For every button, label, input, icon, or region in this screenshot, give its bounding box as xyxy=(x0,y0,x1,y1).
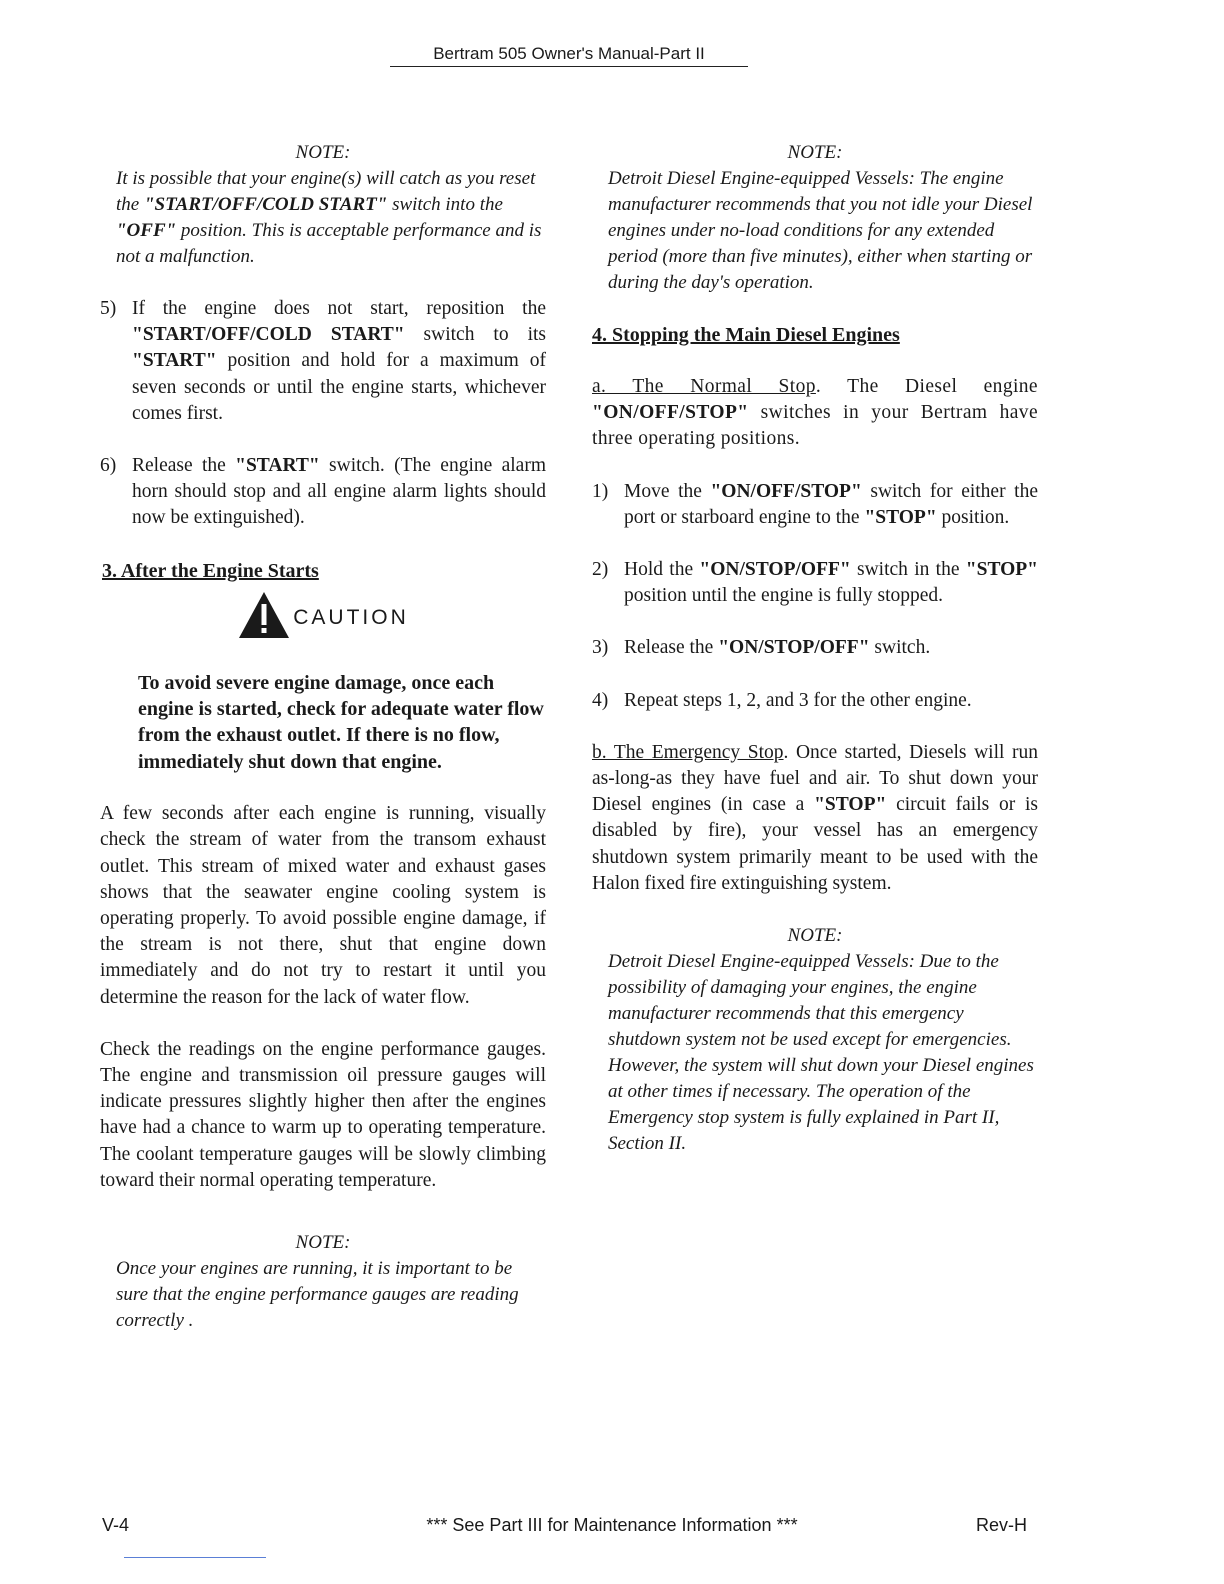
paragraph-emergency-stop xyxy=(592,740,1038,897)
caution-warning-text: To avoid severe engine damage, once each engine is started, check for adequate water flow from the exhaust outlet. If there is no flow, immediately shut down that engine. xyxy=(138,671,544,773)
caution-banner xyxy=(100,590,546,640)
switch-position: "START" xyxy=(132,350,217,372)
text-run: Release the xyxy=(624,637,719,659)
warning-triangle-icon xyxy=(237,590,291,640)
subsection-label: b. The Emergency Stop xyxy=(592,741,784,763)
switch-name: "ON/OFF/STOP" xyxy=(710,480,862,502)
step-5 xyxy=(100,296,546,427)
note-title: NOTE: xyxy=(295,142,351,163)
text-run: position. xyxy=(936,506,1010,528)
text-run: If the engine does not start, reposition the xyxy=(132,298,546,319)
switch-position: "STOP" xyxy=(864,506,937,528)
step-number: 4) xyxy=(592,689,609,711)
note-body: Detroit Diesel Engine-equipped Vessels: Due to the possibility of damaging your engines, the engine manufacturer recommends that this emergency shutdown system not be used except for emergencies. However, the system will shut down your Diesel engines at other times if necessary. The operation of the Emergency stop system is fully explained in Part II, Section II. xyxy=(608,951,1034,1155)
step-text xyxy=(624,479,1038,531)
step-1 xyxy=(592,479,1038,531)
text-run: position and hold for a maximum of seven seconds or until the engine starts, whichever comes first. xyxy=(132,350,546,424)
note-text: switch into the xyxy=(387,194,503,215)
text-run: switch. xyxy=(869,637,931,659)
scan-artifact-line xyxy=(124,1557,266,1558)
note-title: NOTE: xyxy=(787,142,843,163)
switch-name: "START" xyxy=(235,455,320,477)
switch-name: "ON/STOP/OFF" xyxy=(699,559,851,581)
step-text xyxy=(132,296,546,427)
text-run: Release the xyxy=(132,455,236,477)
left-column xyxy=(100,140,546,1334)
step-3 xyxy=(592,635,1038,661)
paragraph-water-flow: A few seconds after each engine is running, visually check the stream of water from the transom exhaust outlet. This stream of mixed water and exhaust gases shows that the seawater engine cooling system is operating properly. To avoid possible engine damage, if the stream is not there, shut that engine down immediately and do not try to restart it until you determine the reason for the lack of water flow. xyxy=(100,803,546,1008)
note-emergency-shutdown xyxy=(592,923,1038,1157)
step-number: 2) xyxy=(592,559,609,581)
note-text: It is possible that your engine(s) will catch as you reset the xyxy=(116,168,536,215)
note-body: Once your engines are running, it is important to be sure that the engine performance gauges are reading correctly . xyxy=(116,1258,519,1332)
note-body xyxy=(100,166,546,270)
switch-position: "STOP" xyxy=(814,794,887,816)
step-text xyxy=(624,557,1038,609)
note-text: position. This is acceptable performance and is not a malfunction. xyxy=(116,220,542,267)
section-4-heading: 4. Stopping the Main Diesel Engines xyxy=(592,324,900,346)
switch-position: "OFF" xyxy=(116,220,177,241)
step-4 xyxy=(592,688,1038,714)
step-number: 5) xyxy=(100,298,117,319)
footer-revision: Rev-H xyxy=(976,1515,1028,1535)
switch-name: "START/OFF/COLD START" xyxy=(143,194,388,215)
note-engine-catch xyxy=(100,140,546,270)
text-run: . Once started, Diesels will run as-long-as they have fuel and air. To shut down your Diesel engines (in case a xyxy=(592,741,1038,816)
step-2 xyxy=(592,557,1038,609)
step-text xyxy=(132,453,546,532)
note-title: NOTE: xyxy=(295,1232,351,1254)
text-run: switch in the xyxy=(850,559,966,581)
switch-name: "START/OFF/COLD START" xyxy=(132,324,405,346)
subsection-label: a. The Normal Stop xyxy=(592,376,816,397)
step-6 xyxy=(100,453,546,532)
paragraph-gauges: Check the readings on the engine performance gauges. The engine and transmission oil pressure gauges will indicate pressures slightly higher then after the engines have had a chance to warm up to operating temperature. The coolant temperature gauges will be slowly climbing toward their normal operating temperature. xyxy=(100,1038,546,1191)
text-run: switches in your Bertram have three operating positions. xyxy=(592,402,1038,450)
text-run: position until the engine is fully stopped. xyxy=(624,585,944,607)
right-column xyxy=(592,140,1038,1157)
section-3-heading: 3. After the Engine Starts xyxy=(102,559,319,582)
step-number: 1) xyxy=(592,480,609,502)
note-title: NOTE: xyxy=(787,925,843,947)
text-run: switch for either the port or starboard engine to the xyxy=(624,480,1038,528)
step-text xyxy=(624,635,1038,661)
text-run: circuit fails or is disabled by fire), your vessel has an emergency shutdown system primarily meant to be used with the Halon fixed fire extinguishing system. xyxy=(592,794,1038,894)
footer-page-number: V-4 xyxy=(102,1515,130,1535)
note-gauges xyxy=(100,1230,546,1334)
switch-position: "STOP" xyxy=(965,559,1039,581)
caution-label: CAUTION xyxy=(293,605,409,629)
text-run: Move the xyxy=(624,480,711,502)
page-header: Bertram 505 Owner's Manual-Part II xyxy=(390,44,748,67)
step-number: 3) xyxy=(592,637,609,659)
step-number: 6) xyxy=(100,455,117,477)
paragraph-normal-stop xyxy=(592,374,1038,453)
text-run: Hold the xyxy=(624,559,700,581)
switch-name: "ON/STOP/OFF" xyxy=(718,637,870,659)
footer-center-text: *** See Part III for Maintenance Information *** xyxy=(426,1515,798,1535)
text-run: . The Diesel engine xyxy=(815,376,1038,397)
step-text: Repeat steps 1, 2, and 3 for the other engine. xyxy=(624,689,972,711)
text-run: switch. (The engine alarm horn should stop and all engine alarm lights should now be extinguished). xyxy=(132,455,546,529)
note-idle xyxy=(592,140,1038,296)
switch-name: "ON/OFF/STOP" xyxy=(592,402,749,424)
text-run: switch to its xyxy=(404,324,546,346)
note-body: Detroit Diesel Engine-equipped Vessels: The engine manufacturer recommends that you not idle your Diesel engines under no-load conditions for any extended period (more than five minutes), either when starting or during the day's operation. xyxy=(608,168,1033,293)
